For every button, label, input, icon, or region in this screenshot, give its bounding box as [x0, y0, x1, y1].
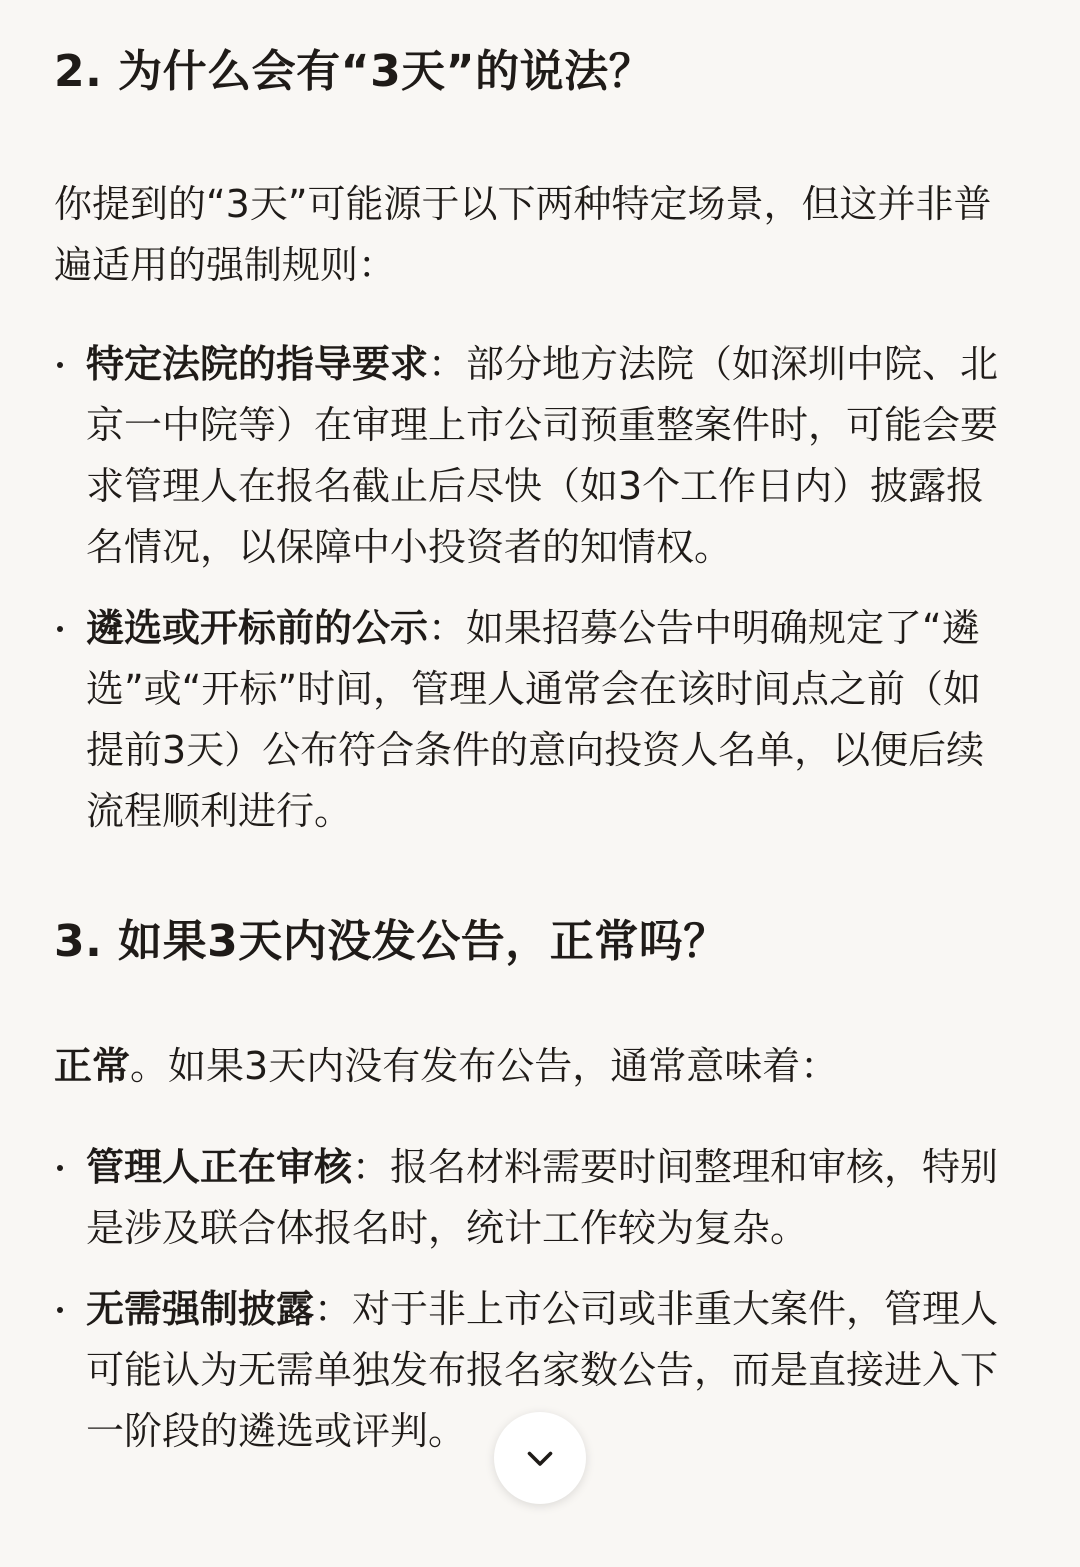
section-2-heading: 2. 为什么会有“3天”的说法？ [54, 46, 654, 97]
section-3-intro-text: 。如果3天内没有发布公告，通常意味着： [130, 1044, 839, 1088]
section-3-intro-bold: 正常 [54, 1044, 131, 1088]
section-3-intro [54, 1036, 1014, 1097]
list-item-label: 遴选或开标前的公示 [86, 606, 429, 650]
list-item-label: 管理人正在审核 [86, 1145, 353, 1189]
list-item-text: ：如果招募公告中明确规定了“遴选”或“开标”时间，管理人通常会在该时间点之前（如提前3天）公布符合条件的意向投资人名单，以便后续流程顺利进行。 [86, 606, 985, 833]
scroll-to-bottom-button[interactable] [494, 1412, 586, 1504]
list-item-label: 无需强制披露 [86, 1287, 315, 1331]
section-2-intro: 你提到的“3天”可能源于以下两种特定场景，但这并非普遍适用的强制规则： [54, 182, 992, 287]
list-item-text: ：对于非上市公司或非重大案件，管理人可能认为无需单独发布报名家数公告，而是直接进入下一阶段的遴选或评判。 [86, 1287, 999, 1453]
section-2-list [54, 334, 1014, 842]
list-item-text: ：报名材料需要时间整理和审核，特别是涉及联合体报名时，统计工作较为复杂。 [86, 1145, 999, 1250]
list-item [54, 334, 1014, 578]
list-item [54, 1137, 1014, 1259]
section-3-heading: 3. 如果3天内没发公告，正常吗？ [54, 916, 728, 967]
message-content [54, 40, 1014, 1462]
list-item [54, 598, 1014, 842]
list-item-label: 特定法院的指导要求 [86, 342, 429, 386]
list-item-text: ：部分地方法院（如深圳中院、北京一中院等）在审理上市公司预重整案件时，可能会要求管理人在报名截止后尽快（如3个工作日内）披露报名情况，以保障中小投资者的知情权。 [86, 342, 999, 569]
chevron-down-icon [522, 1440, 558, 1476]
